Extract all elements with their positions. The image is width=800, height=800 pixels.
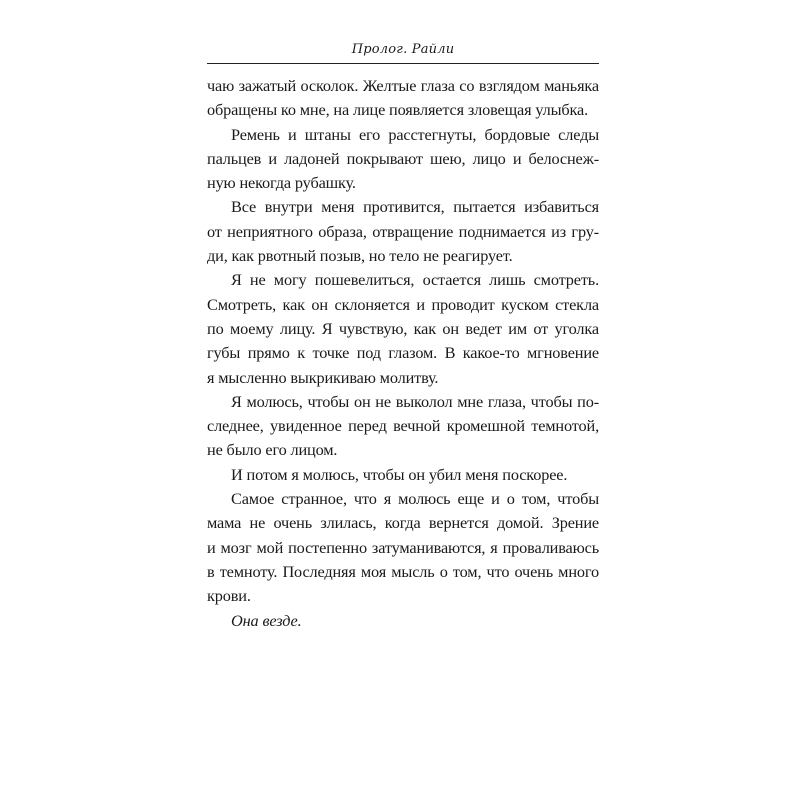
paragraph-line: ди, как рвотный позыв, но тело не реагирует. (207, 246, 513, 266)
body-text (207, 74, 599, 633)
paragraph-line: Она везде. (231, 610, 302, 630)
paragraph-line: от неприятного образа, отвращение поднимается из гру- (207, 221, 599, 241)
paragraph-line: крови. (207, 586, 251, 606)
paragraph-line: Я молюсь, чтобы он не выколол мне глаза, чтобы по- (231, 391, 599, 411)
paragraph-line: не было его лицом. (207, 440, 338, 460)
paragraph-line: губы прямо к точке под глазом. В какое-то мгновение (207, 343, 599, 363)
paragraph-line: чаю зажатый осколок. Желтые глаза со взглядом маньяка (207, 76, 599, 95)
paragraph-line: Я не могу пошевелиться, остается лишь смотреть. (231, 270, 599, 290)
paragraph-line: И потом я молюсь, чтобы он убил меня поскорее. (231, 464, 568, 484)
paragraph-line: Ремень и штаны его расстегнуты, бордовые следы (231, 124, 599, 144)
paragraph-line: обращены ко мне, на лице появляется зловещая улыбка. (207, 100, 589, 120)
paragraph-line: Смотреть, как он склоняется и проводит куском стекла (207, 294, 599, 314)
paragraph-line: Все внутри меня противится, пытается избавиться (231, 197, 599, 217)
paragraph-line: я мысленно выкрикиваю молитву. (207, 367, 439, 387)
paragraph-line: пальцев и ладоней покрывают шею, лицо и белоснеж- (207, 148, 599, 168)
paragraph-line: следнее, увиденное перед вечной кромешной темнотой, (207, 416, 599, 436)
paragraph-line: в темноту. Последняя моя мысль о том, что очень много (207, 561, 599, 581)
paragraph-line: Самое странное, что я молюсь еще и о том, чтобы (231, 489, 599, 509)
running-head: Пролог. Райли (351, 42, 455, 57)
paragraph-line: по моему лицу. Я чувствую, как он ведет им от уголка (207, 318, 599, 338)
paragraph-line: мама не очень злилась, когда вернется домой. Зрение (207, 513, 599, 533)
paragraph-line: ную некогда рубашку. (207, 173, 356, 193)
paragraph-line: и мозг мой постепенно затуманиваются, я проваливаюсь (207, 537, 599, 557)
header-rule (207, 63, 599, 64)
book-page (207, 40, 599, 633)
